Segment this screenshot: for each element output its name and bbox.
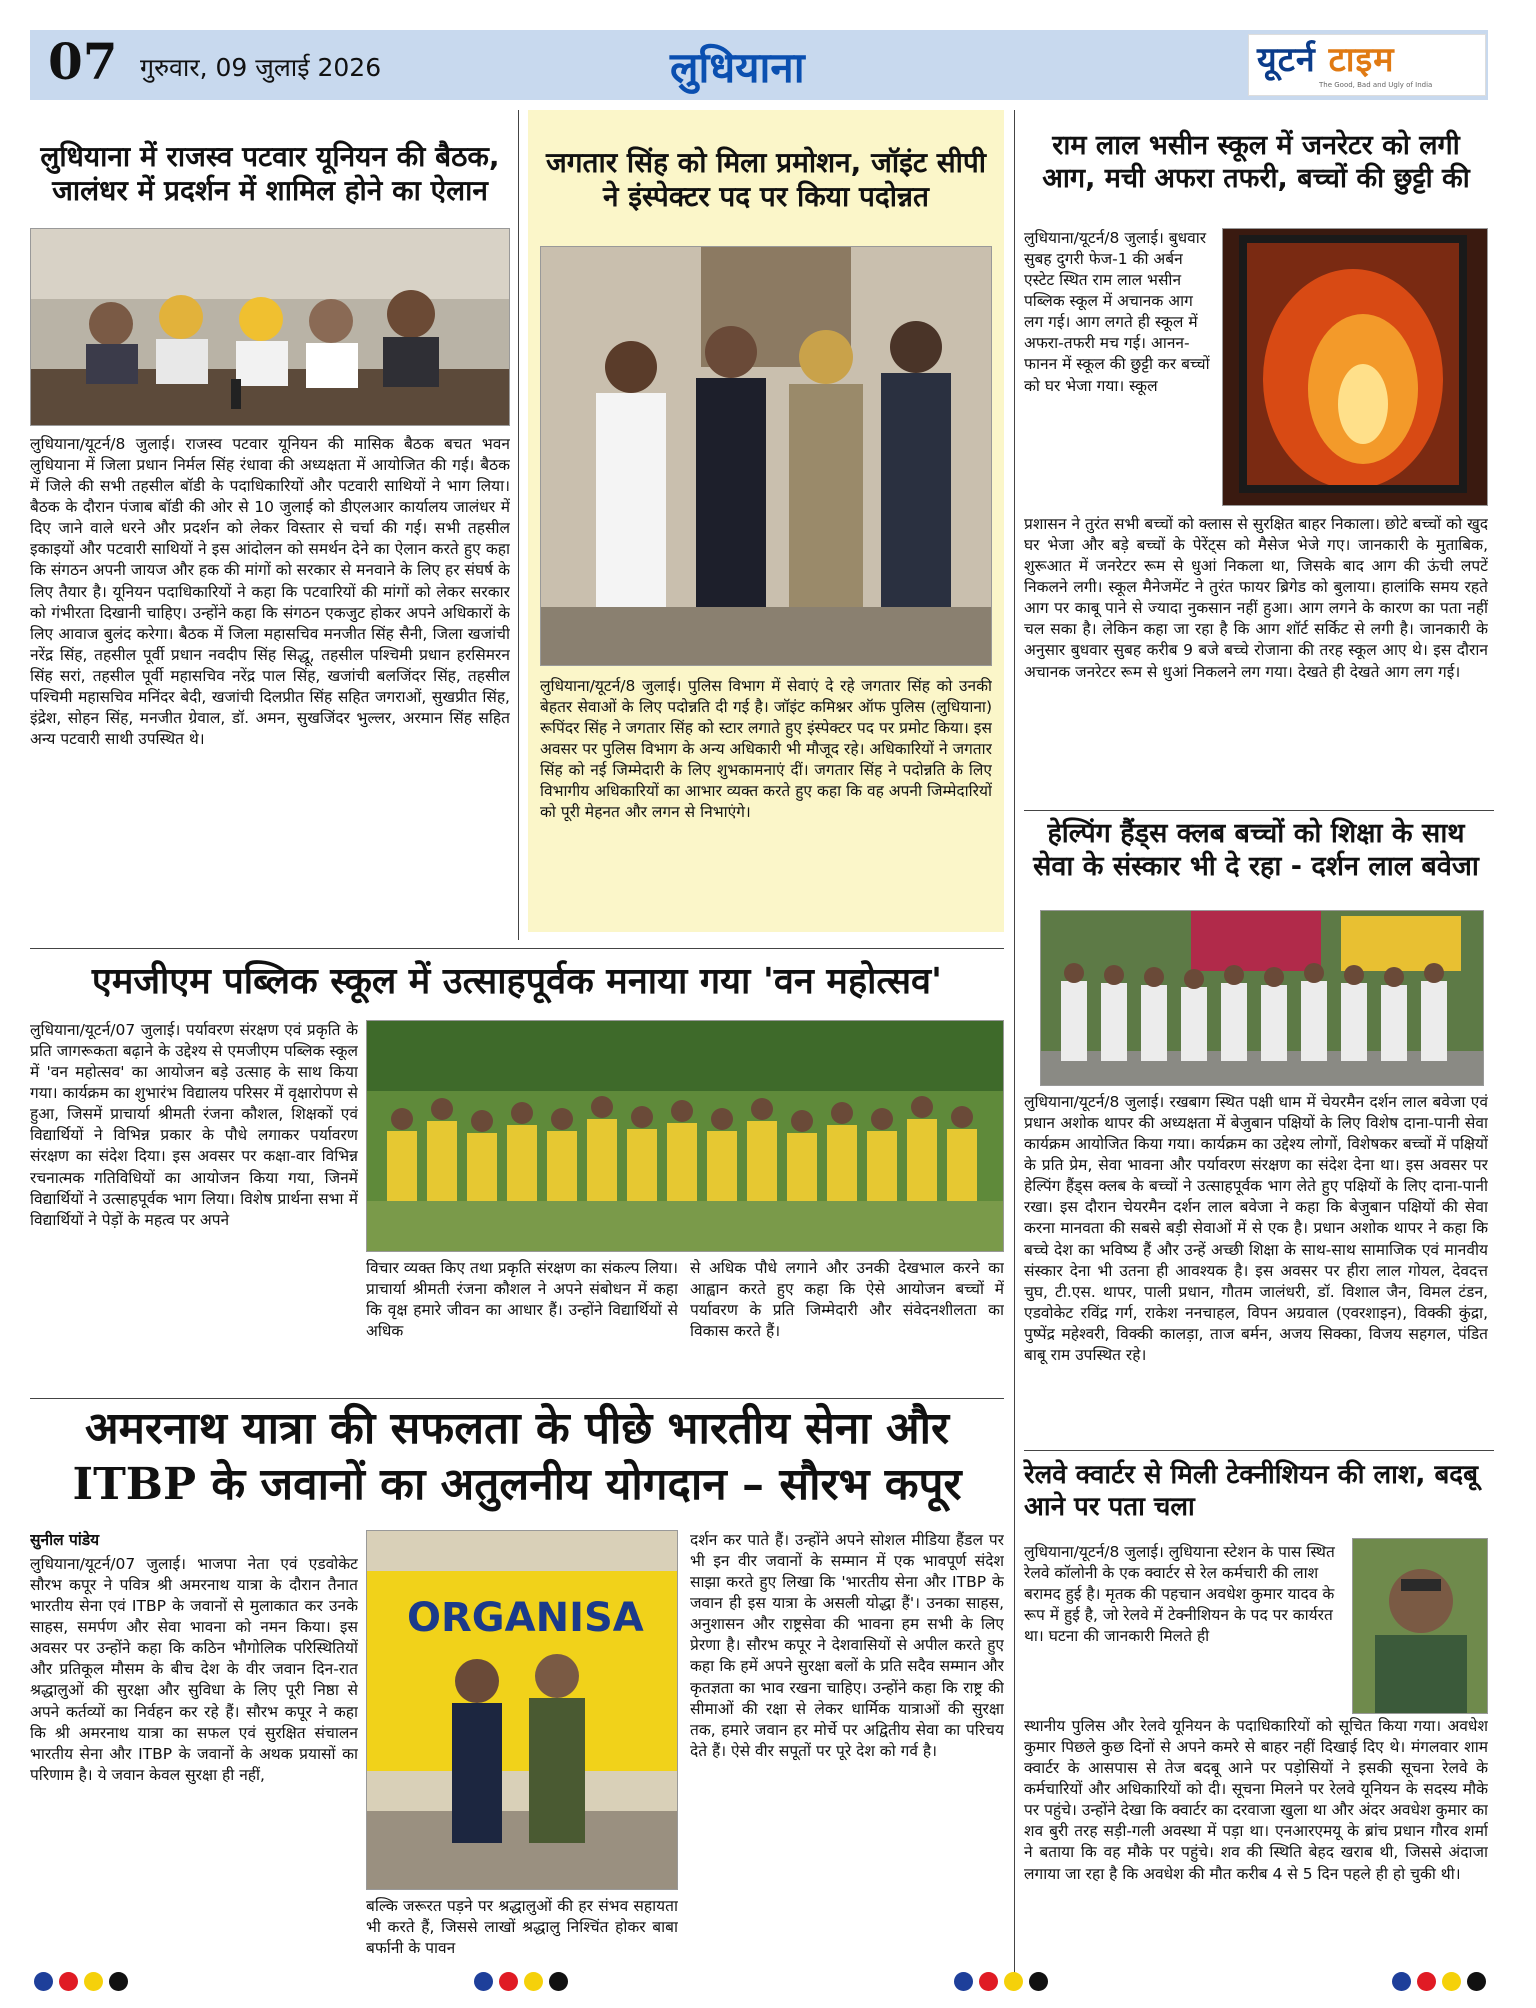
- meeting-photo-image: [31, 229, 510, 426]
- banner-text: ORGANISA: [407, 1595, 644, 1641]
- van-mahotsav-col3: से अधिक पौधे लगाने और उनकी देखभाल करने का आह्वान करते हुए कहा कि ऐसे आयोजन बच्चों में पर्यावरण के प्रति जिम्मेदारी और संवेदनशीलता का विकास करते हैं।: [690, 1259, 1004, 1341]
- helping-hands-photo: [1040, 910, 1484, 1086]
- registration-dot: [1417, 1972, 1436, 1991]
- registration-dot: [524, 1972, 543, 1991]
- fire-story-text-narrow: लुधियाना/यूटर्न/8 जुलाई। बुधवार सुबह दुगरी फेज-1 की अर्बन एस्टेट स्थित राम लाल भसीन पब्लिक स्कूल में अचानक आग लग गई। आग लगते ही स्कूल में अफरा-तफरी मच गई। आनन-फानन में स्कूल की छुट्टी कर बच्चों को घर भेजा गया। स्कूल: [1024, 229, 1210, 395]
- portrait-image: [1353, 1539, 1488, 1714]
- registration-dot: [979, 1972, 998, 1991]
- registration-dot: [59, 1972, 78, 1991]
- patwar-headline: लुधियाना में राजस्व पटवार यूनियन की बैठक, जालंधर में प्रदर्शन में शामिल होने का ऐलान: [40, 140, 500, 208]
- section-rule: [30, 1398, 1004, 1399]
- amarnath-photo: [366, 1530, 678, 1890]
- registration-dot: [84, 1972, 103, 1991]
- van-mahotsav-col1: लुधियाना/यूटर्न/07 जुलाई। पर्यावरण संरक्षण एवं प्रकृति के प्रति जागरूकता बढ़ाने के उद्देश्य से एमजीएम पब्लिक स्कूल में 'वन महोत्सव' का आयोजन बड़े उत्साह के साथ किया गया। कार्यक्रम का शुभारंभ विद्यालय परिसर में वृक्षारोपण से हुआ, जिसमें प्राचार्या श्रीमती रंजना कौशल, शिक्षकों एवं विद्यार्थियों ने विभिन्न प्रकार के पौधे लगाकर पर्यावरण संरक्षण का संदेश दिया। इस अवसर पर कक्षा-वार विभिन्न रचनात्मक गतिविधियों का आयोजन किया गया, जिनमें विद्यार्थियों ने उत्साहपूर्वक भाग लिया। विशेष प्रार्थना सभा में विद्यार्थियों ने पेड़ों के महत्व पर अपने: [30, 1021, 358, 1229]
- issue-date: गुरुवार, 09 जुलाई 2026: [140, 53, 382, 82]
- registration-dot: [1467, 1972, 1486, 1991]
- color-registration-dots: [474, 1972, 568, 1991]
- color-registration-dots: [1392, 1972, 1486, 1991]
- jagtar-headline: जगतार सिंह को मिला प्रमोशन, जॉइंट सीपी ने इंस्पेक्टर पद पर किया पदोन्नत: [545, 146, 987, 214]
- van-mahotsav-photo: [366, 1020, 1004, 1252]
- newspaper-logo: [1248, 34, 1486, 96]
- section-rule: [1024, 1450, 1494, 1451]
- amarnath-col3: दर्शन कर पाते हैं। उन्होंने अपने सोशल मीडिया हैंडल पर भी इन वीर जवानों के सम्मान में एक भावपूर्ण संदेश साझा करते हुए लिखा कि 'भारतीय सेना और ITBP के जवान ही इस यात्रा के असली योद्धा हैं'। उनका साहस, अनुशासन और राष्ट्रसेवा की भावना हम सभी के लिए प्रेरणा है। सौरभ कपूर ने देशवासियों से अपील करते हुए कहा कि हमें अपने सुरक्षा बलों के प्रति सदैव सम्मान और कृतज्ञता का भाव रखना चाहिए। उन्होंने कहा कि राष्ट्र की सीमाओं की रक्षा से लेकर धार्मिक यात्राओं की सुरक्षा तक, हमारे जवान हर मोर्चे पर अद्वितीय सेवा का परिचय देते हैं। ऐसे वीर सपूतों पर पूरे देश को गर्व है।: [690, 1531, 1004, 1760]
- jagtar-story-text: लुधियाना/यूटर्न/8 जुलाई। पुलिस विभाग में सेवाएं दे रहे जगतार सिंह को उनकी बेहतर सेवाओं के लिए पदोन्नति दी गई है। जॉइंट कमिश्नर ऑफ पुलिस (लुधियाना) रूपिंदर सिंह ने जगतार सिंह को स्टार लगाते हुए इंस्पेक्टर पद पर प्रमोट किया। इस अवसर पर पुलिस विभाग के अन्य अधिकारी भी मौजूद रहे। अधिकारियों ने जगतार सिंह को नई जिम्मेदारी के लिए शुभकामनाएं दीं। जगतार सिंह ने पदोन्नति के लिए विभागीय अधिकारियों का आभार व्यक्त करते हुए कहा कि वह अपनी जिम्मेदारियों को पूरी मेहनत और लगन से निभाएंगे।: [540, 677, 992, 822]
- color-registration-dots: [34, 1972, 128, 1991]
- section-rule: [1024, 810, 1494, 811]
- column-rule: [518, 110, 519, 940]
- registration-dot: [1392, 1972, 1411, 1991]
- registration-dot: [954, 1972, 973, 1991]
- van-mahotsav-headline: एमजीएम पब्लिक स्कूल में उत्साहपूर्वक मनाया गया 'वन महोत्सव': [91, 961, 943, 1002]
- helping-hands-headline: हेल्पिंग हैंड्स क्लब बच्चों को शिक्षा के साथ सेवा के संस्कार भी दे रहा - दर्शन लाल बवेजा: [1033, 818, 1479, 882]
- color-registration-dots: [954, 1972, 1048, 1991]
- registration-dot: [1029, 1972, 1048, 1991]
- masthead: [30, 30, 1488, 100]
- registration-dot: [1442, 1972, 1461, 1991]
- section-rule: [30, 948, 1004, 949]
- soldiers-photo-image: [367, 1531, 678, 1890]
- column-rule: [1014, 110, 1015, 1990]
- students-photo-image: [367, 1021, 1004, 1252]
- amarnath-headline-line2: ITBP के जवानों का अतुलनीय योगदान – सौरभ कपूर: [72, 1459, 962, 1510]
- fire-headline: राम लाल भसीन स्कूल में जनरेटर को लगी आग, मची अफरा तफरी, बच्चों की छुट्टी की: [1042, 130, 1470, 194]
- page-number: 07: [48, 32, 118, 91]
- patwar-story-text: लुधियाना/यूटर्न/8 जुलाई। राजस्व पटवार यूनियन की मासिक बैठक बचत भवन लुधियाना में जिला प्रधान निर्मल सिंह रंधावा की अध्यक्षता में आयोजित की गई। बैठक में जिले की सभी तहसील बॉडी के पदाधिकारियों और पटवारी साथियों ने भाग लिया। बैठक के दौरान पंजाब बॉडी की ओर से 10 जुलाई को डीएलआर कार्यालय जालंधर में दिए जाने वाले धरने और प्रदर्शन को लेकर विस्तार से चर्चा की गई। सभी तहसील इकाइयों और पटवारी साथियों ने इस आंदोलन को समर्थन देने का ऐलान करते हुए कहा कि संगठन अपनी जायज और हक की मांगों को सरकार से मनवाने के लिए हर संघर्ष के लिए तैयार है। यूनियन पदाधिकारियों ने कहा कि पटवारियों की मांगों को लेकर सरकार को गंभीरता दिखानी चाहिए। उन्होंने कहा कि संगठन एकजुट होकर अपने अधिकारों के लिए आवाज बुलंद करेगा। बैठक में जिला महासचिव मनजीत सिंह सैनी, जिला खजांची नरेंद्र सिंह, तहसील पूर्वी प्रधान नवदीप सिंह सिद्धू, तहसील पश्चिमी प्रधान हरसिमरन सिंह सरां, तहसील पूर्वी महासचिव नरेंद्र पाल सिंह, खजांची बलजिंदर सिंह, तहसील पश्चिमी महासचिव मनिंदर बेदी, खजांची दिलप्रीत सिंह सहित जगराओं, सुखप्रीत सिंह, इंद्रेश, सोहन सिंह, मनजीत ग्रेवाल, डॉ. अमन, सुखजिंदर भुल्लर, अरमान सिंह सहित अन्य पटवारी साथी उपस्थित थे।: [30, 435, 510, 749]
- amarnath-headline-line1: अमरनाथ यात्रा की सफलता के पीछे भारतीय सेना और: [84, 1403, 950, 1454]
- logo-text: यूटर्न टाइम: [1257, 40, 1395, 80]
- jagtar-promotion-photo: [540, 246, 992, 666]
- section-title: लुधियाना: [670, 43, 805, 92]
- registration-dot: [549, 1972, 568, 1991]
- group-photo-image: [1041, 911, 1484, 1086]
- amarnath-byline: सुनील पांडेय: [30, 1531, 100, 1549]
- van-mahotsav-col2: विचार व्यक्त किए तथा प्रकृति संरक्षण का संकल्प लिया। प्राचार्या श्रीमती रंजना कौशल ने अपने संबोधन में कहा कि वृक्ष हमारे जीवन का आधार हैं। उन्होंने विद्यार्थियों से अधिक: [366, 1259, 678, 1341]
- patwar-meeting-photo: [30, 228, 510, 426]
- logo-tagline: The Good, Bad and Ugly of India: [1319, 81, 1433, 89]
- promotion-photo-image: [541, 247, 992, 666]
- registration-dot: [474, 1972, 493, 1991]
- helping-hands-story-text: लुधियाना/यूटर्न/8 जुलाई। रखबाग स्थित पक्षी धाम में चेयरमैन दर्शन लाल बवेजा एवं प्रधान अशोक थापर की अध्यक्षता में बेजुबान पक्षियों के लिए विशेष दाना-पानी सेवा कार्यक्रम आयोजित किया गया। कार्यक्रम का उद्देश्य लोगों, विशेषकर बच्चों में पक्षियों के प्रति प्रेम, सेवा भावना और पर्यावरण संरक्षण का संदेश देना था। इस अवसर पर हेल्पिंग हैंड्स क्लब के बच्चों ने उत्साहपूर्वक भाग लेते हुए पक्षियों के लिए दाना-पानी रखा। इस दौरान चेयरमैन दर्शन लाल बवेजा ने कहा कि बेजुबान पक्षियों की सेवा करना मानवता की सबसे बड़ी सेवाओं में से एक है। प्रधान अशोक थापर ने कहा कि बच्चे देश का भविष्य हैं और उन्हें अच्छी शिक्षा के साथ-साथ सामाजिक एवं मानवीय संस्कार देना भी उतना ही आवश्यक है। इस अवसर पर हीरा लाल गोयल, देवदत्त चुघ, टी.एस. थापर, पाली प्रधान, गौतम जालंधरी, डॉ. विशाल जैन, विमल टंडन, एडवोकेट रविंद्र गर्ग, राकेश ननचाहल, विपन अग्रवाल (एवरशाइन), विक्की कुंद्रा, पुष्पेंद्र महेश्वरी, विक्की कालड़ा, ताज बर्मन, अजय सिक्का, विजय सहगल, पंडित बाबू राम उपस्थित रहे।: [1024, 1093, 1488, 1364]
- fire-photo-image: [1223, 229, 1488, 506]
- amarnath-col1: लुधियाना/यूटर्न/07 जुलाई। भाजपा नेता एवं एडवोकेट सौरभ कपूर ने पवित्र श्री अमरनाथ यात्रा के दौरान तैनात भारतीय सेना एवं ITBP के जवानों से मुलाकात कर उनके साहस, समर्पण और सेवा भावना को नमन किया। इस अवसर पर उन्होंने कहा कि कठिन भौगोलिक परिस्थितियों और प्रतिकूल मौसम के बीच देश के वीर जवान दिन-रात श्रद्धालुओं की सुरक्षा और सुविधा के लिए पूरी निष्ठा से अपने कर्तव्यों का निर्वहन कर रहे हैं। सौरभ कपूर ने कहा कि श्री अमरनाथ यात्रा का सफल एवं सुरक्षित संचालन भारतीय सेना और ITBP के जवानों के अथक प्रयासों का परिणाम है। ये जवान केवल सुरक्षा ही नहीं,: [30, 1555, 358, 1784]
- amarnath-col2: बल्कि जरूरत पड़ने पर श्रद्धालुओं की हर संभव सहायता भी करते हैं, जिससे लाखों श्रद्धालु निश्चिंत होकर बाबा बर्फानी के पावन: [366, 1897, 678, 1958]
- technician-photo: [1352, 1538, 1488, 1714]
- registration-dot: [109, 1972, 128, 1991]
- railway-story-text-narrow: लुधियाना/यूटर्न/8 जुलाई। लुधियाना स्टेशन के पास स्थित रेलवे कॉलोनी के एक क्वार्टर से रेल कर्मचारी की लाश बरामद हुई है। मृतक की पहचान अवधेश कुमार यादव के रूप में हुई है, जो रेलवे में टेक्नीशियन के पद पर कार्यरत था। घटना की जानकारी मिलते ही: [1024, 1543, 1335, 1646]
- railway-headline: रेलवे क्वार्टर से मिली टेक्नीशियन की लाश, बदबू आने पर पता चला: [1024, 1460, 1478, 1522]
- registration-dot: [34, 1972, 53, 1991]
- fire-story-text-wide: प्रशासन ने तुरंत सभी बच्चों को क्लास से सुरक्षित बाहर निकाला। छोटे बच्चों को खुद घर भेजा और बड़े बच्चों के पेरेंट्स को मैसेज भेजे गए। जानकारी के मुताबिक, शुरूआत में जनरेटर रूम से धुआं निकला था, जिसके बाद आग की ऊंची लपटें निकलने लगी। स्कूल मैनेजमेंट ने तुरंत फायर ब्रिगेड को बुलाया। हालांकि समय रहते आग पर काबू पाने से ज्यादा नुकसान नहीं हुआ। आग लगने के कारण का पता नहीं चल सका है। लेकिन कहा जा रहा है कि आग शॉर्ट सर्किट से लगी है। जानकारी के अनुसार बुधवार सुबह करीब 9 बजे बच्चे रोजाना की तरह स्कूल आए थे। इस दौरान अचानक जनरेटर रूम से धुआं निकलने लग गया। देखते ही देखते आग लग गई।: [1024, 515, 1488, 681]
- registration-dot: [499, 1972, 518, 1991]
- railway-story-text-wide: स्थानीय पुलिस और रेलवे यूनियन के पदाधिकारियों को सूचित किया गया। अवधेश कुमार पिछले कुछ दिनों से अपने कमरे से बाहर नहीं दिखाई दिए थे। मंगलवार शाम क्वार्टर के आसपास से तेज बदबू आने पर पड़ोसियों ने इसकी सूचना रेलवे के कर्मचारियों और अधिकारियों को दी। सूचना मिलने पर रेलवे यूनियन के सदस्य मौके पर पहुंचे। उन्होंने देखा कि क्वार्टर का दरवाजा खुला था और अंदर अवधेश कुमार का शव बुरी तरह सड़ी-गली अवस्था में पड़ा था। एनआरएमयू के ब्रांच प्रधान गौरव शर्मा ने बताया कि वह मौके पर पहुंचे। शव की स्थिति बेहद खराब थी, जिससे अंदाजा लगाया जा रहा है कि अवधेश की मौत करीब 4 से 5 दिन पहले ही हो चुकी थी।: [1024, 1717, 1488, 1883]
- school-fire-photo: [1222, 228, 1488, 506]
- registration-dot: [1004, 1972, 1023, 1991]
